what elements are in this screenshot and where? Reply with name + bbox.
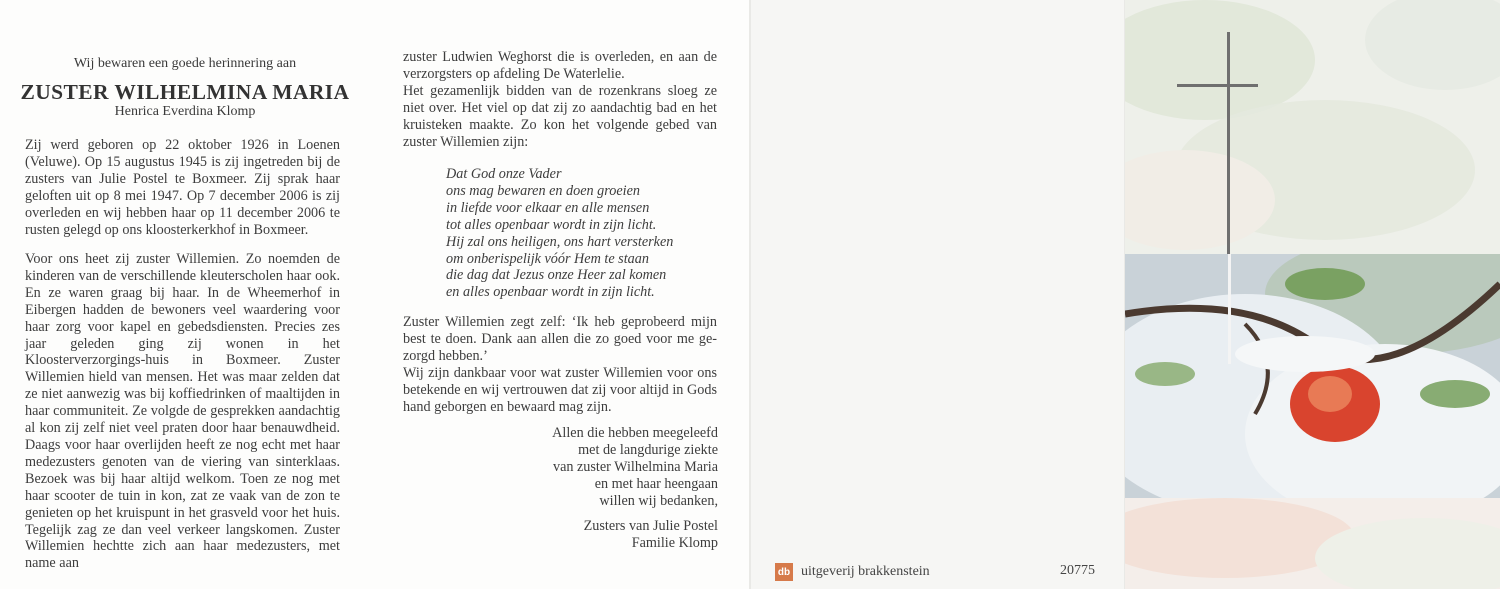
signature-line: Zusters van Julie Postel	[583, 518, 718, 534]
paragraph-text: Zuster Willemien zegt zelf: ‘Ik heb geprobeerd mijn best te doen. Dank aan allen die zo goed voor me ge-zorgd hebben.’	[403, 314, 717, 364]
thanks-line: met de langdurige ziekte	[578, 441, 718, 458]
thanks-block	[500, 425, 718, 510]
watercolor-wash	[1125, 498, 1500, 589]
thanks-line: Allen die hebben meegeleefd	[552, 425, 718, 441]
publisher-logo-icon: db	[775, 563, 793, 581]
poem-line: en alles openbaar wordt in zijn licht.	[446, 284, 655, 301]
thanks-line: willen wij bedanken,	[599, 492, 718, 509]
watercolor-wash	[1125, 0, 1500, 254]
biography-paragraph	[25, 137, 340, 238]
thanks-line: en met haar heengaan	[594, 475, 718, 492]
continuation-text	[403, 49, 717, 150]
poem-line: in liefde voor elkaar en alle mensen	[446, 199, 650, 216]
card-code: 20775	[1060, 563, 1095, 578]
closing-text	[403, 314, 717, 415]
paragraph-text: Zij werd geboren op 22 oktober 1926 in Loenen (Veluwe). Op 15 augustus 1945 is zij ingetreden bij de zusters van Julie Postel te Boxmeer. Zij sprak haar geloften uit op 8 mei 1947. Op 7 december 2006 is zij overleden en wij hebben haar op 11 december 2006 te rusten gelegd op ons kloosterkerkhof in Boxmeer.	[25, 137, 340, 238]
publisher-name: uitgeverij brakkenstein	[801, 564, 930, 579]
intro-line: Wij bewaren een goede herinnering aan	[73, 56, 297, 71]
prayer-poem	[446, 166, 706, 301]
deceased-name: ZUSTER WILHELMINA MARIA	[20, 80, 350, 104]
biography-paragraph	[25, 251, 340, 572]
paragraph-text: Het gezamenlijk bidden van de rozenkrans sloeg ze niet over. Het viel op dat zij zo aandachtig bad en het kruisteken maakte. Zo kon het volgende gebed van zuster Willemien zijn:	[403, 82, 717, 150]
thanks-line: van zuster Wilhelmina Maria	[552, 458, 718, 475]
paragraph-text: Wij zijn dankbaar voor wat zuster Willemien voor ons betekende en wij vertrouwen dat zij voor altijd in Gods hand geborgen en bewaard mag zijn.	[403, 364, 717, 415]
poem-line: tot alles openbaar wordt in zijn licht.	[446, 216, 657, 233]
snowy-flower-photo	[1125, 254, 1500, 498]
birth-name: Henrica Everdina Klomp	[114, 104, 256, 119]
paragraph-text: zuster Ludwien Weghorst die is overleden, en aan de verzorgsters op afdeling De Waterlelie.	[403, 49, 717, 82]
cover-panel	[1125, 0, 1500, 589]
back-panel	[750, 0, 1125, 589]
poem-line: ons mag bewaren en doen groeien	[446, 182, 640, 199]
paragraph-text: Voor ons heet zij zuster Willemien. Zo noemden de kinderen van de verschillende kleuterscholen haar ook. En ze waren graag bij haar. In de Wheemerhof in Eibergen hadden de bewoners veel waardering voor haar zorg voor kapel en gebedsdiensten. Precies zes jaar geleden ging zij wonen in het Kloosterverzorgings-huis in Boxmeer. Zuster Willemien hield van mensen. Het was maar zelden dat ze niet aanwezig was bij koffiedrinken of maaltijden in haar communiteit. Ze volgde de gesprekken aandachtig al kon zij zelf niet veel praten door haar benauwdheid. Daags voor haar overlijden heeft ze nog echt met haar medezusters genoten van de viering van sinterklaas. Bezoek was bij haar altijd welkom. Toen ze nog met haar scooter de tuin in kon, zat ze vaak van de zon te genieten op het kruispunt in het grasveld voor het huis. Tegelijk zag ze dan veel verkeer langskomen. Zuster Willemien hechtte zich aan haar medezusters, met name aan	[25, 251, 340, 572]
poem-line: om onberispelijk vóór Hem te staan	[446, 250, 649, 267]
signature-line: Familie Klomp	[631, 534, 718, 551]
poem-line: Dat God onze Vader	[446, 166, 562, 182]
poem-line: Hij zal ons heiligen, ons hart versterken	[446, 233, 674, 250]
publisher-mark	[775, 563, 930, 581]
poem-line: die dag dat Jezus onze Heer zal komen	[446, 267, 667, 284]
signature-block	[500, 518, 718, 552]
fold-line	[749, 0, 751, 589]
